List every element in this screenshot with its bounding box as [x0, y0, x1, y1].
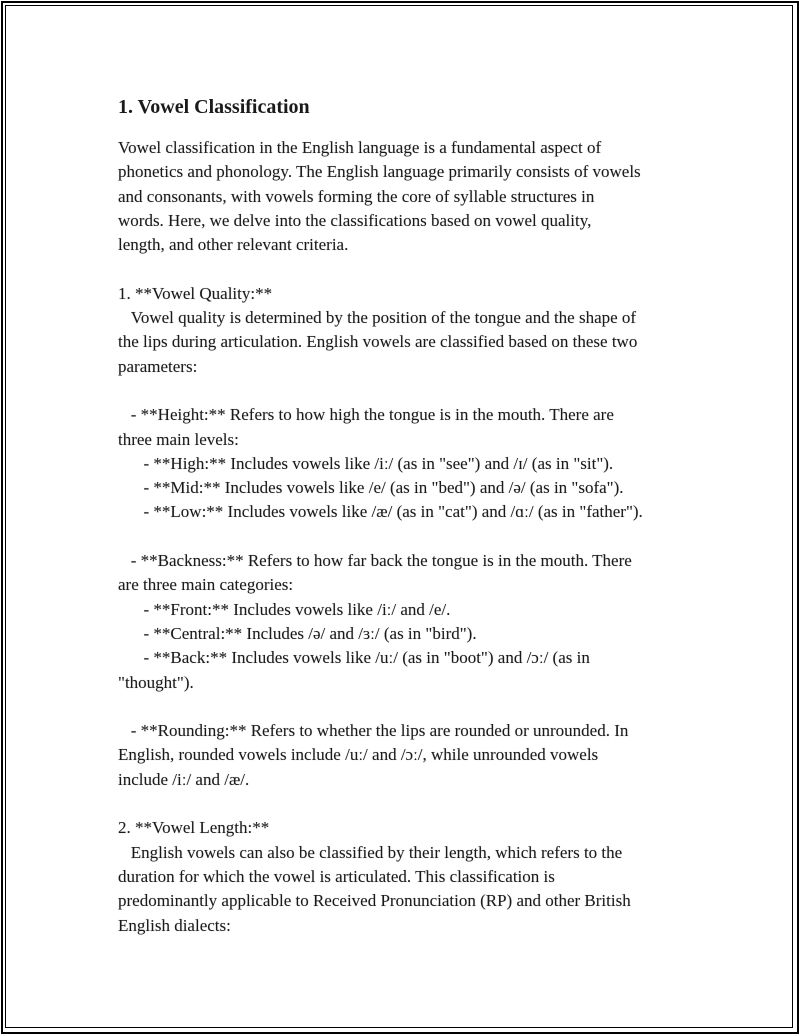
document-body [118, 92, 698, 938]
section-heading: 1. Vowel Classification [118, 96, 310, 118]
intro-paragraph: Vowel classification in the English language is a fundamental aspect of phonetics and phonology. The English language primarily consists of vowels and consonants, with vowels forming the core of syllable structures in words. Here, we delve into the classifications based on vowel quality, length, and other relevant criteria. [118, 138, 641, 255]
classification-text: 1. **Vowel Quality:** Vowel quality is determined by the position of the tongue and the shape of the lips during articulation. English vowels are classified based on these two parameters: - **Height:** Refers to how high the tongue is in the mouth. There are three main levels: - **High:** Includes vowels like /iː/ (as in "see") and /ɪ/ (as in "sit"). - **Mid:** Includes vowels like /e/ (as in "bed") and /ə/ (as in "sofa"). - **Low:** Includes vowels like /æ/ (as in "cat") and /ɑː/ (as in "father"). - **Backness:** Refers to how far back the tongue is in the mouth. There are three main categories: - **Front:** Includes vowels like /iː/ and /e/. - **Central:** Includes /ə/ and /ɜː/ (as in "bird"). - **Back:** Includes vowels like /uː/ (as in "boot") and /ɔː/ (as in "thought"). - **Rounding:** Refers to whether the lips are rounded or unrounded. In English, rounded vowels include /uː/ and /ɔː/, while unrounded vowels include /iː/ and /æ/. 2. **Vowel Length:** English vowels can also be classified by their length, which refers to the duration for which the vowel is articulated. This classification is predominantly applicable to Received Pronunciation (RP) and other British English dialects: [118, 283, 643, 935]
